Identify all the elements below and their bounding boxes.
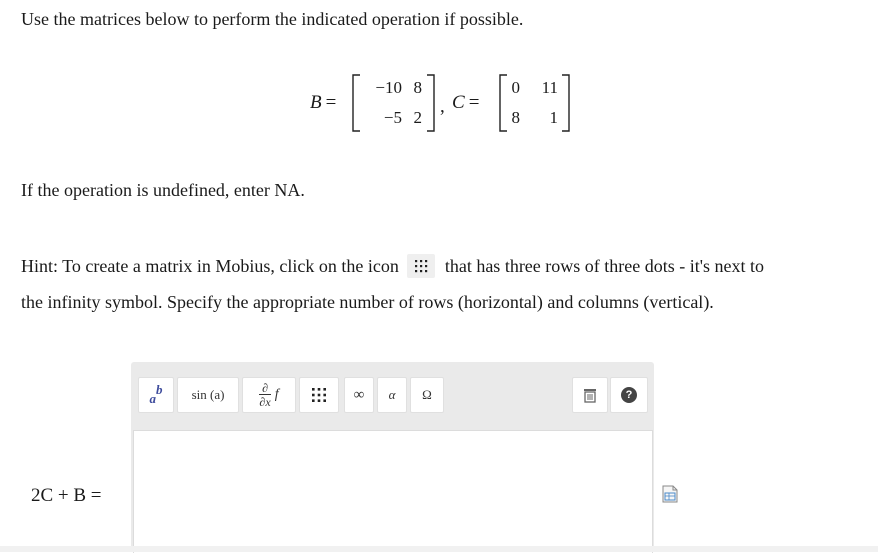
infinity-button[interactable]: ∞ [344, 377, 374, 413]
matrix-c-label: C = [452, 92, 480, 113]
matrix-c-right-bracket [560, 73, 572, 133]
sin-function-button[interactable]: sin (a) [177, 377, 239, 413]
matrix-b-right-bracket [425, 73, 437, 133]
question-line-1: Use the matrices below to perform the indicated operation if possible. [21, 9, 524, 29]
matrix-c-cell: 11 [541, 78, 558, 97]
trash-icon [583, 387, 597, 403]
preview-button[interactable] [660, 484, 680, 509]
matrix-dots-icon [407, 254, 435, 278]
hint-line-1 [21, 256, 764, 280]
greek-omega-button[interactable]: Ω [410, 377, 444, 413]
hint-text-after: that has three rows of three dots - it's next to [444, 256, 764, 277]
answer-input[interactable] [133, 430, 653, 553]
matrix-separator: , [440, 96, 445, 117]
matrix-button[interactable] [299, 377, 339, 413]
bottom-divider [0, 546, 878, 552]
math-editor [131, 362, 654, 552]
matrix-b-left-bracket [350, 73, 362, 133]
greek-alpha-button[interactable]: α [377, 377, 407, 413]
derivative-button[interactable]: ∂ ∂x f [242, 377, 296, 413]
matrix-c-cell: 8 [511, 108, 520, 127]
matrix-b-cell: −10 [375, 78, 402, 97]
editor-toolbar [131, 362, 654, 430]
matrix-c-cell: 0 [511, 78, 520, 97]
question-line-2: If the operation is undefined, enter NA. [21, 180, 305, 200]
matrix-dots-icon [311, 387, 327, 403]
help-icon: ? [621, 387, 637, 403]
hint-text-before: Hint: To create a matrix in Mobius, click on the icon [21, 256, 399, 277]
matrix-c [508, 78, 568, 132]
clear-button[interactable] [572, 377, 608, 413]
matrix-b-cell: −5 [383, 108, 402, 127]
superscript-button[interactable]: a b [138, 377, 174, 413]
matrix-b [362, 78, 432, 132]
matrix-b-cell: 2 [413, 108, 422, 127]
matrix-b-cell: 8 [413, 78, 422, 97]
preview-document-icon [660, 484, 680, 504]
hint-line-2: the infinity symbol. Specify the appropriate number of rows (horizontal) and columns (vertical). [21, 292, 714, 312]
matrix-c-cell: 1 [549, 108, 558, 127]
matrix-b-label: B = [310, 92, 337, 113]
answer-expression-label: 2C + B = [31, 485, 102, 506]
help-button[interactable] [610, 377, 648, 413]
